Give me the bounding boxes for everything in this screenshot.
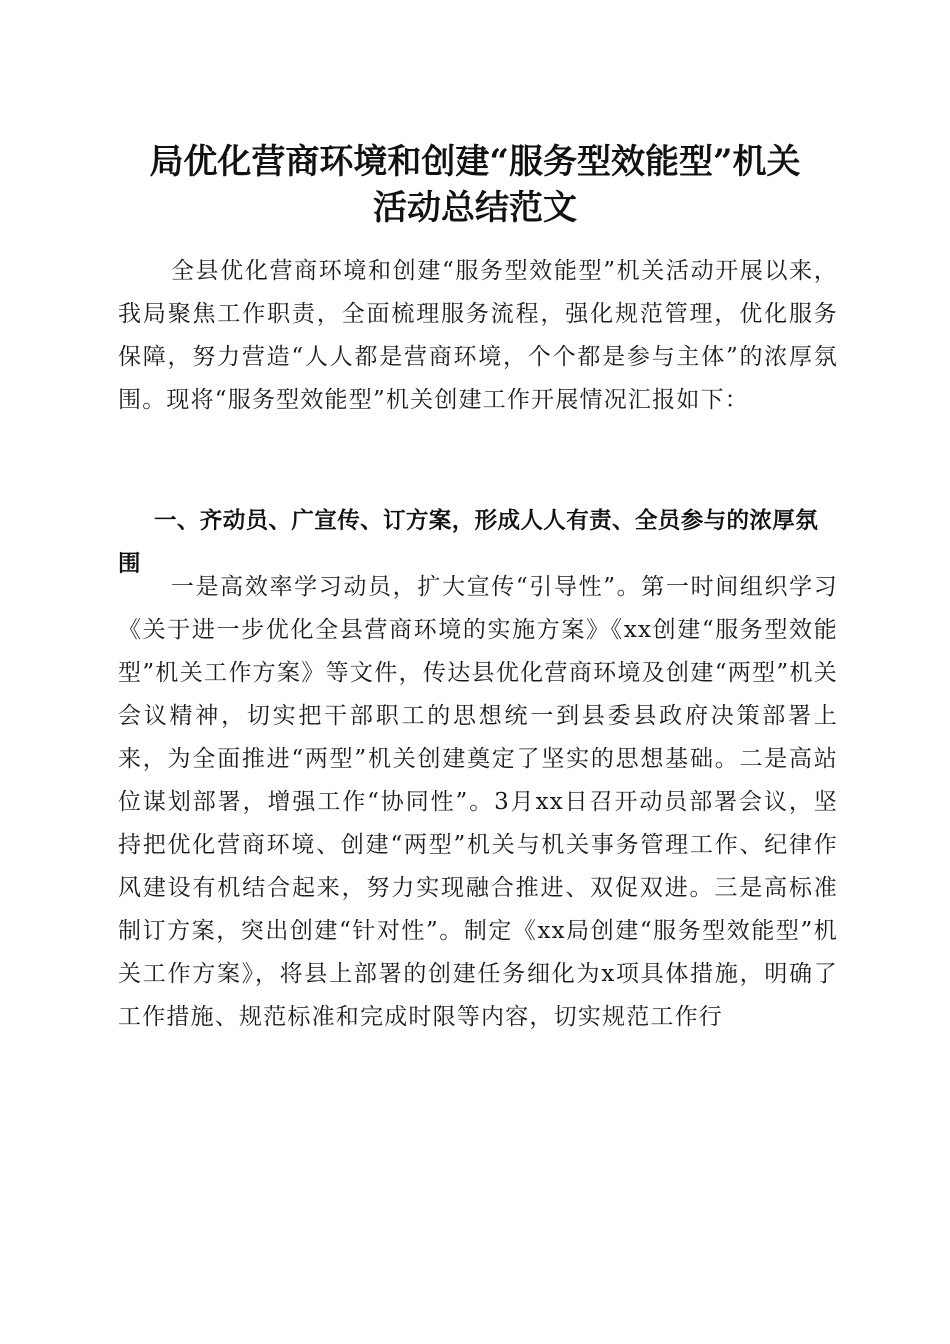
- document-title-line-2: 活动总结范文: [373, 188, 577, 228]
- document-title-line-1: 局优化营商环境和创建“服务型效能型”机关: [149, 142, 801, 182]
- intro-paragraph: 全县优化营商环境和创建“服务型效能型”机关活动开展以来，我局聚焦工作职责，全面梳理服务流程，强化规范管理，优化服务保障，努力营造“人人都是营商环境，个个都是参与主体”的浓厚氛围。现将“服务型效能型”机关创建工作开展情况汇报如下：: [118, 258, 838, 413]
- section-heading-1: 一、齐动员、广宣传、订方案，形成人人有责、全员参与的浓厚氛围: [118, 508, 819, 577]
- section-1-paragraph: 一是高效率学习动员，扩大宣传“引导性”。第一时间组织学习《关于进一步优化全县营商环境的实施方案》《xx创建“服务型效能型”机关工作方案》等文件，传达县优化营商环境及创建“两型”机关会议精神，切实把干部职工的思想统一到县委县政府决策部署上来，为全面推进“两型”机关创建奠定了坚实的思想基础。二是高站位谋划部署，增强工作“协同性”。3月xx日召开动员部署会议，坚持把优化营商环境、创建“两型”机关与机关事务管理工作、纪律作风建设有机结合起来，努力实现融合推进、双促双进。三是高标准制订方案，突出创建“针对性”。制定《xx局创建“服务型效能型”机关工作方案》，将县上部署的创建任务细化为x项具体措施，明确了工作措施、规范标准和完成时限等内容，切实规范工作行: [118, 574, 838, 1030]
